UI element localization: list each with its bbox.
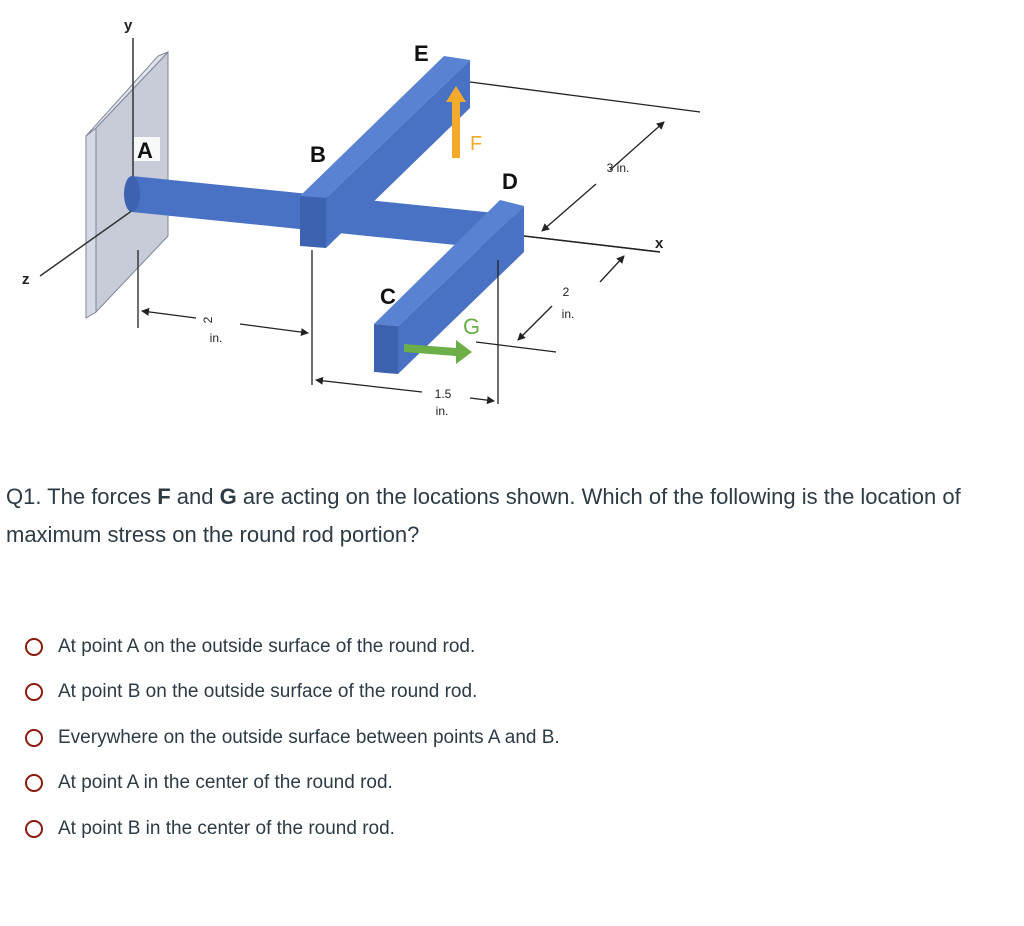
z-axis-label: z [22, 271, 30, 288]
dim-dg-unit: in. [561, 307, 575, 321]
question-force-1: F [157, 484, 171, 509]
y-axis-label: y [124, 17, 133, 34]
question-middle: and [170, 484, 220, 509]
dim-ab-right [240, 324, 308, 333]
answer-option[interactable] [25, 806, 925, 852]
answer-option[interactable] [25, 761, 925, 807]
dim-dg-value: 2 [562, 285, 570, 299]
answer-option[interactable] [25, 624, 925, 670]
radio-button[interactable] [25, 683, 43, 701]
answer-option-label: At point B in the center of the round rod. [58, 817, 395, 839]
answer-option[interactable] [25, 715, 925, 761]
answer-option-label: At point B on the outside surface of the round rod. [58, 681, 478, 703]
dim-bd-left [316, 380, 422, 392]
answer-option-label: Everywhere on the outside surface between points A and B. [58, 726, 560, 748]
dim-de-lower [542, 184, 596, 231]
x-axis-label: x [655, 235, 664, 252]
dim-ab-left [142, 311, 196, 318]
point-e-label: E [414, 41, 429, 66]
shaft-figure [0, 0, 720, 440]
answer-option[interactable] [25, 670, 925, 716]
point-c-label: C [380, 284, 396, 309]
dim-ab-unit: in. [209, 331, 223, 345]
question-suffix: are acting on the locations shown. Which of the following is the location of maximum stress on the round rod portion? [6, 484, 961, 547]
dim-dg-upper [600, 256, 624, 282]
radio-button[interactable] [25, 638, 43, 656]
dim-de-label: 3 in. [606, 161, 630, 175]
radio-button[interactable] [25, 820, 43, 838]
dim-bd-value: 1.5 [434, 387, 452, 401]
question-text [6, 478, 1011, 554]
radio-button[interactable] [25, 774, 43, 792]
point-b-label: B [310, 142, 326, 167]
answer-options [25, 624, 925, 852]
question-force-2: G [219, 484, 237, 509]
radio-button[interactable] [25, 729, 43, 747]
dim-bd-unit: in. [435, 404, 449, 418]
dim-bd-right [470, 398, 494, 401]
answer-option-label: At point A on the outside surface of the round rod. [58, 635, 476, 657]
question-prefix: Q1. The forces [6, 484, 158, 509]
force-f-label: F [470, 133, 483, 155]
point-d-label: D [502, 169, 518, 194]
dim-dg-lower [518, 306, 552, 340]
answer-option-label: At point A in the center of the round rod. [58, 772, 393, 794]
dim-ab-value: 2 [201, 316, 215, 324]
point-a-label: A [137, 138, 153, 163]
force-g-label: G [463, 314, 481, 339]
